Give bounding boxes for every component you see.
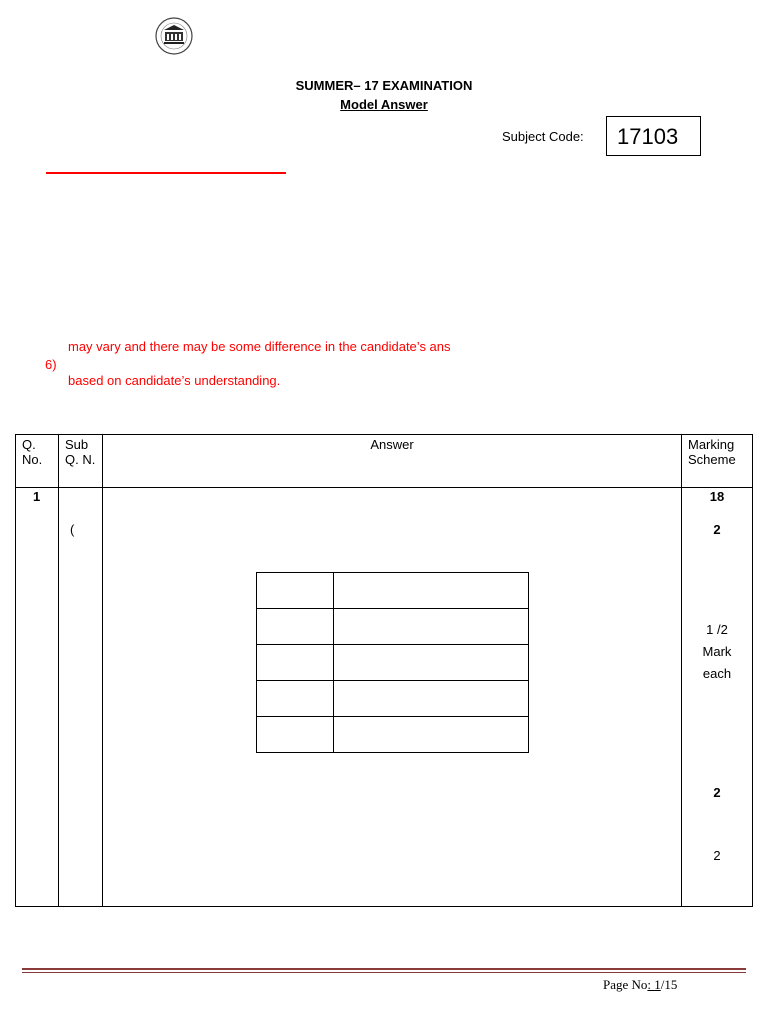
mark-value: 2 xyxy=(713,785,721,800)
mark-value: 2 xyxy=(713,522,721,537)
red-divider xyxy=(46,172,286,174)
subject-code-value: 17103 xyxy=(606,116,701,156)
page-current: : 1 xyxy=(647,977,661,992)
header-marking-scheme xyxy=(682,435,753,488)
institution-logo xyxy=(152,16,196,56)
cell-sub-qn xyxy=(59,488,103,907)
question-number: 1 xyxy=(33,489,41,504)
model-answer-text: Model Answer xyxy=(340,97,428,112)
page-number xyxy=(603,977,677,993)
footer-rule-thin xyxy=(22,972,746,973)
page-total: /15 xyxy=(660,977,678,992)
header-marking-line1: Marking xyxy=(688,437,735,452)
note-line-1: may vary and there may be some difference in the candidate’s ans xyxy=(68,339,451,354)
header-q-no-line2: No. xyxy=(22,452,43,467)
exam-title: SUMMER– 17 EXAMINATION xyxy=(295,78,473,93)
model-answer-heading xyxy=(0,97,768,112)
mark-each: each xyxy=(702,666,732,681)
header-marking-line2: Scheme xyxy=(688,452,736,467)
note-number: 6) xyxy=(45,357,57,372)
sub-question-number: ( xyxy=(70,522,75,537)
mark-label: Mark xyxy=(702,644,732,659)
mark-value: 2 xyxy=(713,848,721,863)
note-line-2: based on candidate’s understanding. xyxy=(68,373,281,388)
header-q-no xyxy=(16,435,59,488)
page-label: Page No xyxy=(603,977,648,992)
subject-code-label: Subject Code: xyxy=(502,129,584,144)
inner-table-row xyxy=(257,645,529,681)
mark-total: 18 xyxy=(709,489,725,504)
inner-table xyxy=(256,572,529,753)
cell-marking xyxy=(682,488,753,907)
header-sub-qn-line1: Sub xyxy=(65,437,89,452)
mark-fraction: 1 /2 xyxy=(706,622,728,637)
header-sub-qn-line2: Q. N. xyxy=(65,452,96,467)
inner-table-row xyxy=(257,609,529,645)
header-q-no-line1: Q. xyxy=(22,437,36,452)
header-answer xyxy=(103,435,682,488)
table-header-row xyxy=(16,435,753,488)
inner-table-row xyxy=(257,681,529,717)
header-answer-text: Answer xyxy=(370,437,414,452)
cell-q-no xyxy=(16,488,59,907)
header-sub-qn xyxy=(59,435,103,488)
inner-table-row xyxy=(257,717,529,753)
inner-table-row xyxy=(257,573,529,609)
footer-rule xyxy=(22,968,746,970)
